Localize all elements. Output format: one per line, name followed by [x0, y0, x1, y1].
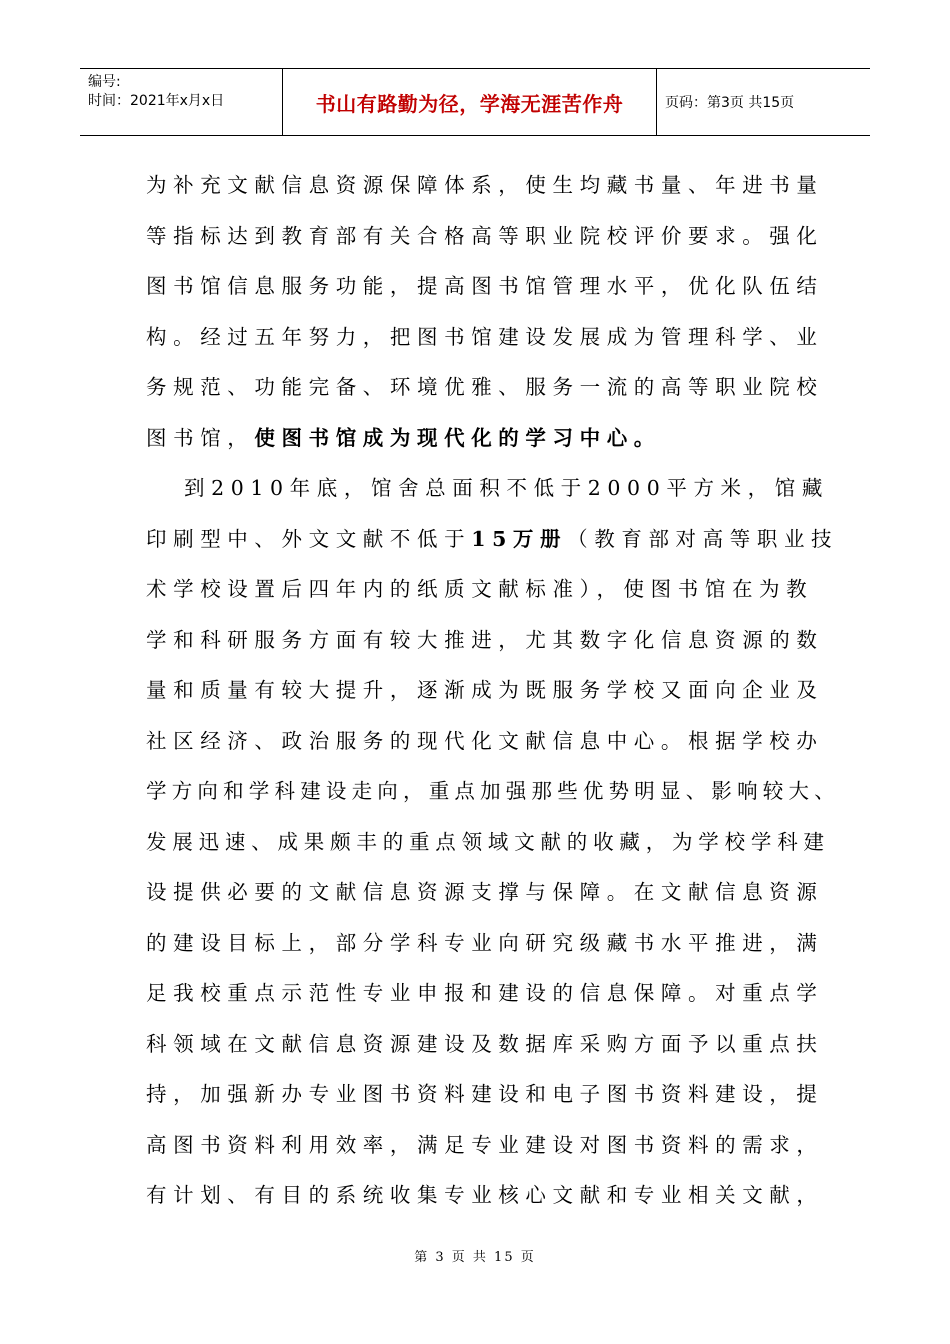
body-line: 的建设目标上，部分学科专业向研究级藏书水平推进，满 — [146, 930, 824, 955]
body-line: 务规范、功能完备、环境优雅、服务一流的高等职业院校 — [146, 375, 824, 399]
document-number-label: 编号: — [88, 74, 121, 90]
body-text: 图书馆， — [146, 425, 255, 450]
body-text: 印刷型中、外文文献不低于 — [146, 526, 472, 551]
emphasis-text: 使图书馆成为现代化的学习中心。 — [254, 425, 661, 450]
header-motto: 书山有路勤为径，学海无涯苦作舟 — [283, 69, 657, 135]
body-line: 足我校重点示范性专业申报和建设的信息保障。对重点学 — [146, 981, 824, 1005]
body-text: （教育部对高等职业技 — [567, 526, 839, 551]
body-line: 科领域在文献信息资源建设及数据库采购方面予以重点扶 — [146, 1031, 824, 1056]
body-line: 有计划、有目的系统收集专业核心文献和专业相关文献， — [146, 1183, 824, 1207]
body-line: 构。经过五年努力，把图书馆建设发展成为管理科学、业 — [146, 324, 824, 349]
body-line — [146, 417, 836, 468]
body-line: 高图书资料利用效率，满足专业建设对图书资料的需求， — [146, 1132, 824, 1157]
body-line: 图书馆信息服务功能，提高图书馆管理水平，优化队伍结 — [146, 274, 824, 298]
body-line: 量和质量有较大提升，逐渐成为既服务学校又面向企业及 — [146, 678, 824, 702]
body-line: 发展迅速、成果颇丰的重点领域文献的收藏，为学校学科建 — [146, 829, 830, 854]
body-line: 持，加强新办专业图书资料建设和电子图书资料建设，提 — [146, 1082, 824, 1106]
body-line: 等指标达到教育部有关合格高等职业院校评价要求。强化 — [146, 223, 824, 248]
body-line: 学方向和学科建设走向，重点加强那些优势明显、影响较大、 — [146, 779, 840, 803]
body-line: 社区经济、政治服务的现代化文献信息中心。根据学校办 — [146, 728, 824, 753]
body-line: 为补充文献信息资源保障体系，使生均藏书量、年进书量 — [146, 173, 824, 197]
header-page-info: 页码：第3页 共15页 — [665, 95, 795, 111]
page-footer: 第 3 页 共 15 页 — [414, 1250, 536, 1265]
page-header — [80, 68, 870, 136]
body-line: 学和科研服务方面有较大推进，尤其数字化信息资源的数 — [146, 627, 824, 652]
body-line — [146, 518, 839, 569]
header-meta — [80, 69, 283, 135]
document-time-label: 时间：2021年x月x日 — [88, 93, 225, 109]
document-body — [146, 164, 840, 1225]
body-line: 术学校设置后四年内的纸质文献标准），使图书馆在为教 — [146, 577, 814, 601]
body-line: 设提供必要的文献信息资源支撑与保障。在文献信息资源 — [146, 880, 824, 904]
emphasis-text: 15万册 — [471, 526, 568, 551]
paragraph-start-line: 到2010年底，馆舍总面积不低于2000平方米，馆藏 — [184, 476, 829, 500]
